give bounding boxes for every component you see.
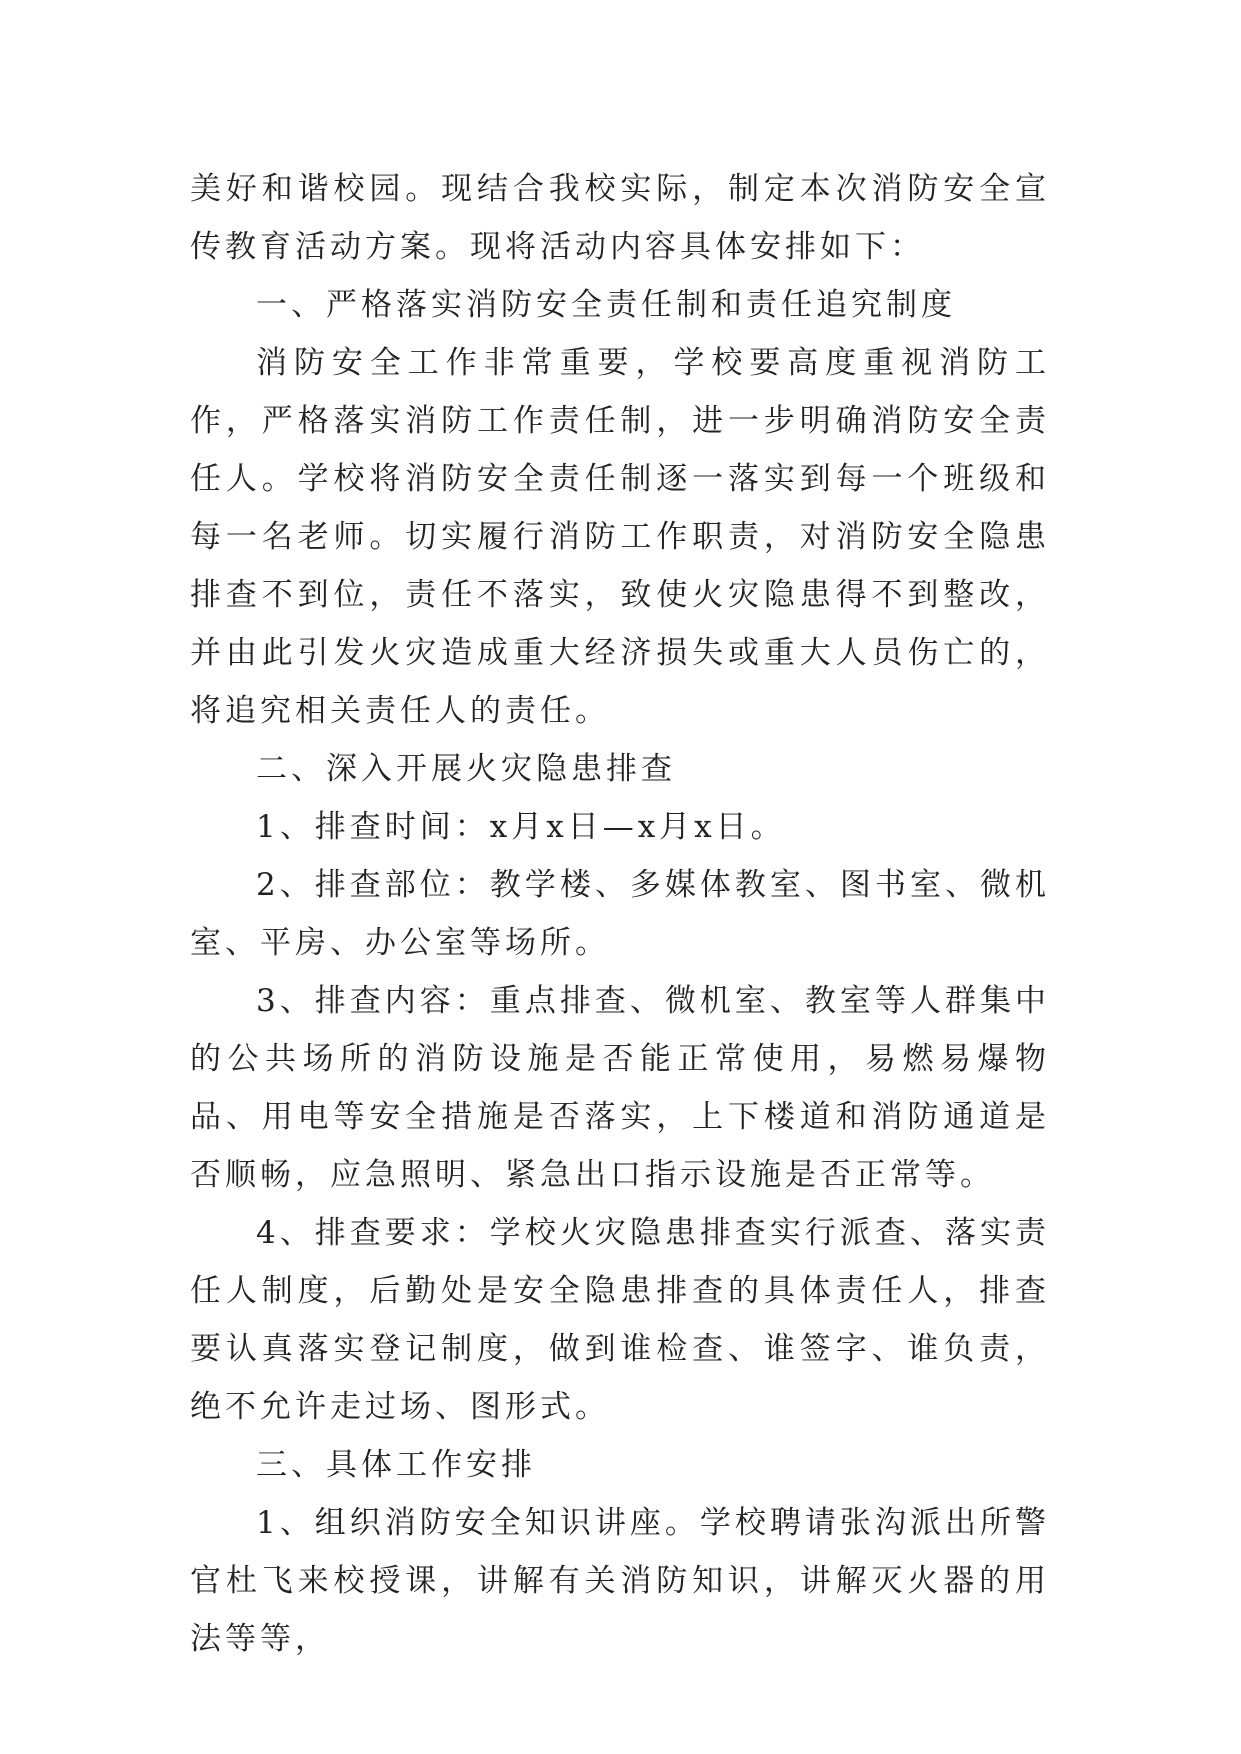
heading-section-2: 二、深入开展火灾隐患排查: [256, 751, 676, 787]
list-item-inspection-locations: 2、排查部位：教学楼、多媒体教室、图书室、微机室、平房、办公室等场所。: [190, 867, 1050, 961]
paragraph-intro: 美好和谐校园。现结合我校实际，制定本次消防安全宣传教育活动方案。现将活动内容具体安排如下：: [190, 171, 1050, 265]
document-body: [190, 160, 1050, 1668]
list-item-inspection-requirements: 4、排查要求：学校火灾隐患排查实行派查、落实责任人制度，后勤处是安全隐患排查的具体责任人，排查要认真落实登记制度，做到谁检查、谁签字、谁负责，绝不允许走过场、图形式。: [190, 1215, 1050, 1425]
paragraph-responsibility: 消防安全工作非常重要，学校要高度重视消防工作，严格落实消防工作责任制，进一步明确消防安全责任人。学校将消防安全责任制逐一落实到每一个班级和每一名老师。切实履行消防工作职责，对消防安全隐患排查不到位，责任不落实，致使火灾隐患得不到整改，并由此引发火灾造成重大经济损失或重大人员伤亡的，将追究相关责任人的责任。: [190, 345, 1050, 729]
list-item-inspection-content: 3、排查内容：重点排查、微机室、教室等人群集中的公共场所的消防设施是否能正常使用，易燃易爆物品、用电等安全措施是否落实，上下楼道和消防通道是否顺畅，应急照明、紧急出口指示设施是否正常等。: [190, 983, 1050, 1193]
heading-section-1: 一、严格落实消防安全责任制和责任追究制度: [256, 287, 956, 323]
list-item-fire-safety-lecture: 1、组织消防安全知识讲座。学校聘请张沟派出所警官杜飞来校授课，讲解有关消防知识，讲解灭火器的用法等等，: [190, 1505, 1050, 1657]
heading-section-3: 三、具体工作安排: [256, 1447, 536, 1483]
list-item-inspection-time: 1、排查时间：x月x日—x月x日。: [256, 809, 786, 845]
